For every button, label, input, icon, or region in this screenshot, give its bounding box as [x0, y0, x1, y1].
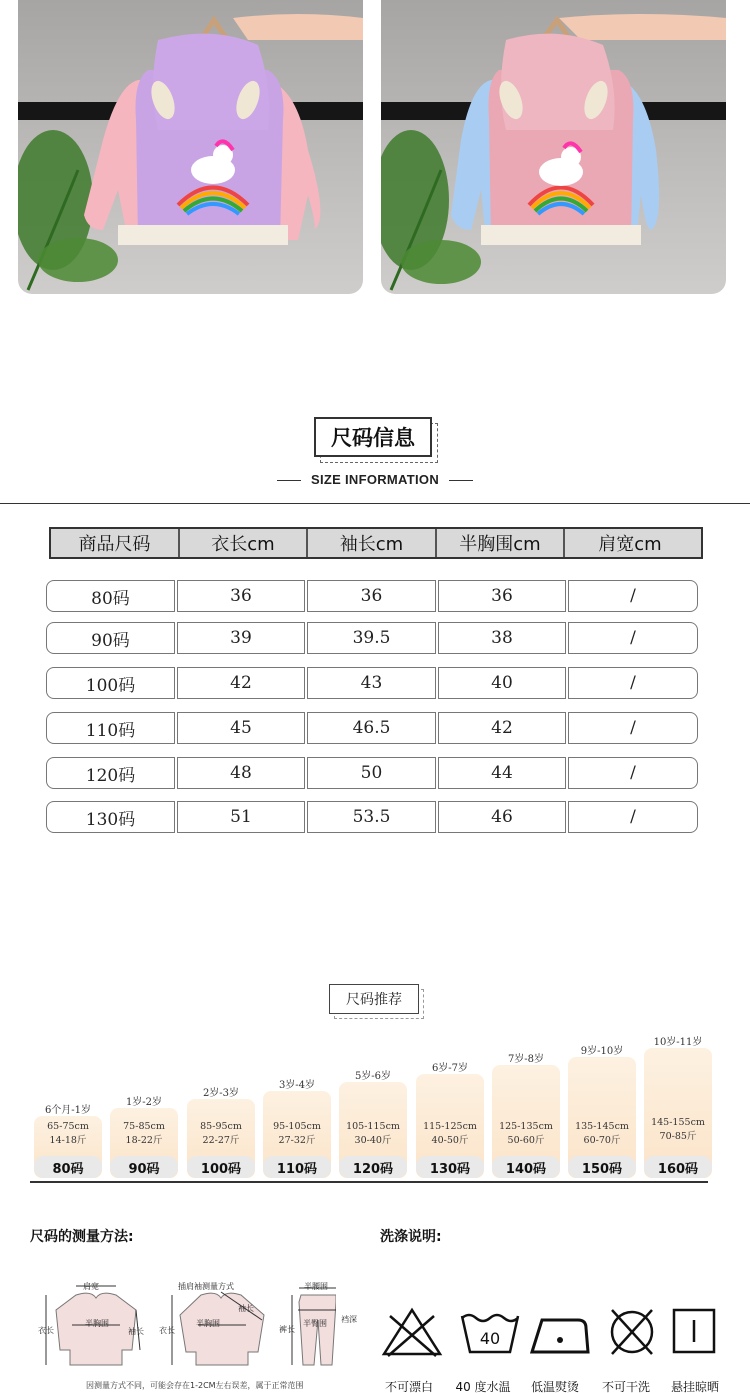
size-height: 95-105cm [273, 1121, 321, 1132]
size-label: 110码 [263, 1156, 331, 1178]
size-height: 105-115cm [346, 1121, 400, 1132]
size-weight: 14-18斤 [49, 1135, 87, 1146]
size-age: 7岁-8岁 [507, 1054, 545, 1065]
wash-label-no-dry-clean: 不可干洗 [601, 1380, 650, 1393]
cell-shoulder: / [568, 757, 698, 789]
recommend-baseline [30, 1181, 708, 1183]
divider [0, 503, 750, 504]
label-sleeve-2: 袖长 [238, 1304, 254, 1313]
cell-chest: 44 [438, 757, 566, 789]
size-age: 9岁-10岁 [580, 1046, 624, 1057]
cell-length: 39 [177, 622, 305, 654]
size-label: 140码 [492, 1156, 560, 1178]
size-height: 85-95cm [200, 1121, 242, 1132]
size-spec [644, 1116, 712, 1144]
size-spec [263, 1120, 331, 1148]
product-photo-pink [381, 0, 726, 294]
header-sleeve: 袖长cm [308, 529, 437, 557]
no-bleach-icon [380, 1306, 444, 1358]
size-weight: 30-40斤 [354, 1135, 392, 1146]
cell-shoulder: / [568, 712, 698, 744]
size-weight: 40-50斤 [431, 1135, 469, 1146]
wash-40-icon [458, 1306, 522, 1358]
cell-shoulder: / [568, 622, 698, 654]
header-chest: 半胸围cm [437, 529, 565, 557]
cell-sleeve: 39.5 [307, 622, 436, 654]
label-sleeve: 袖长 [128, 1327, 144, 1336]
cell-sleeve: 50 [307, 757, 436, 789]
label-raglan-method: 插肩袖测量方式 [178, 1282, 234, 1291]
size-height: 135-145cm [575, 1121, 629, 1132]
label-rise: 裆深 [341, 1315, 357, 1324]
hang-dry-icon [668, 1306, 732, 1358]
size-weight: 18-22斤 [125, 1135, 163, 1146]
size-weight: 22-27斤 [202, 1135, 240, 1146]
cell-sleeve: 43 [307, 667, 436, 699]
cell-chest: 46 [438, 801, 566, 833]
measurement-title: 尺码的测量方法: [30, 1229, 134, 1245]
size-spec [34, 1120, 102, 1148]
size-age: 6岁-7岁 [431, 1063, 469, 1074]
cell-size: 110码 [46, 712, 175, 744]
label-waist: 半腰围 [304, 1282, 328, 1291]
cell-sleeve: 53.5 [307, 801, 436, 833]
label-chest-2: 半胸围 [196, 1319, 220, 1328]
table-row [46, 667, 700, 699]
size-label: 120码 [339, 1156, 407, 1178]
product-photo-purple [18, 0, 363, 294]
table-row [46, 580, 700, 612]
cell-size: 80码 [46, 580, 175, 612]
cell-chest: 36 [438, 580, 566, 612]
recommend-title: 尺码推荐 [329, 984, 419, 1014]
label-hip: 半臀围 [303, 1319, 327, 1328]
size-height: 65-75cm [47, 1121, 89, 1132]
header-length: 衣长cm [180, 529, 308, 557]
wash-label-40: 40 度水温 [455, 1380, 511, 1393]
label-chest: 半胸围 [85, 1319, 109, 1328]
size-weight: 70-85斤 [659, 1131, 697, 1142]
cell-length: 45 [177, 712, 305, 744]
header-shoulder: 肩宽cm [598, 534, 662, 555]
cell-shoulder: / [568, 580, 698, 612]
measurement-note: 因测量方式不同，可能会存在1-2CM左右误差，属于正常范围 [86, 1381, 304, 1390]
cell-size: 90码 [46, 622, 175, 654]
size-height: 75-85cm [123, 1121, 165, 1132]
cell-chest: 40 [438, 667, 566, 699]
label-pants-length: 裤长 [279, 1325, 295, 1334]
cell-chest: 38 [438, 622, 566, 654]
size-label: 160码 [644, 1156, 712, 1178]
wash-label-low-iron: 低温熨烫 [530, 1380, 579, 1393]
label-length: 衣长 [38, 1326, 54, 1335]
label-length-2: 衣长 [159, 1326, 175, 1335]
size-spec [416, 1120, 484, 1148]
table-row [46, 622, 700, 654]
cell-chest: 42 [438, 712, 566, 744]
table-row [46, 712, 700, 744]
cell-size: 130码 [46, 801, 175, 833]
size-height: 125-135cm [499, 1121, 553, 1132]
header-size: 商品尺码 [51, 529, 180, 557]
size-age: 1岁-2岁 [125, 1097, 163, 1108]
cell-length: 48 [177, 757, 305, 789]
size-label: 90码 [110, 1156, 178, 1178]
size-age: 10岁-11岁 [653, 1037, 703, 1048]
no-dry-clean-icon [600, 1306, 664, 1358]
size-spec [492, 1120, 560, 1148]
size-weight: 50-60斤 [507, 1135, 545, 1146]
size-spec [568, 1120, 636, 1148]
cell-sleeve: 46.5 [307, 712, 436, 744]
size-spec [339, 1120, 407, 1148]
wash-label-hang-dry: 悬挂晾晒 [670, 1380, 719, 1393]
section-subtitle [0, 472, 750, 487]
size-weight: 27-32斤 [278, 1135, 316, 1146]
size-spec [187, 1120, 255, 1148]
size-spec [110, 1120, 178, 1148]
size-age: 5岁-6岁 [354, 1071, 392, 1082]
table-row [46, 757, 700, 789]
size-table-header [49, 527, 703, 559]
size-label: 100码 [187, 1156, 255, 1178]
table-row [46, 801, 700, 833]
cell-length: 51 [177, 801, 305, 833]
size-label: 80码 [34, 1156, 102, 1178]
washing-title: 洗涤说明: [380, 1229, 442, 1245]
wash-temp-value: 40 [479, 1329, 501, 1348]
cell-shoulder: / [568, 801, 698, 833]
cell-size: 120码 [46, 757, 175, 789]
label-shoulder: 肩宽 [83, 1282, 99, 1291]
size-age: 6个月-1岁 [44, 1105, 92, 1116]
subtitle-text: SIZE INFORMATION [310, 472, 440, 487]
section-title: 尺码信息 [314, 417, 432, 457]
cell-length: 36 [177, 580, 305, 612]
size-label: 130码 [416, 1156, 484, 1178]
wash-label-no-bleach: 不可漂白 [384, 1380, 433, 1393]
size-age: 2岁-3岁 [202, 1088, 240, 1099]
cell-size: 100码 [46, 667, 175, 699]
size-label: 150码 [568, 1156, 636, 1178]
size-height: 115-125cm [423, 1121, 477, 1132]
cell-shoulder: / [568, 667, 698, 699]
cell-length: 42 [177, 667, 305, 699]
cell-sleeve: 36 [307, 580, 436, 612]
size-age: 3岁-4岁 [278, 1080, 316, 1091]
size-weight: 60-70斤 [583, 1135, 621, 1146]
low-iron-icon [528, 1306, 592, 1358]
size-height: 145-155cm [651, 1117, 705, 1128]
